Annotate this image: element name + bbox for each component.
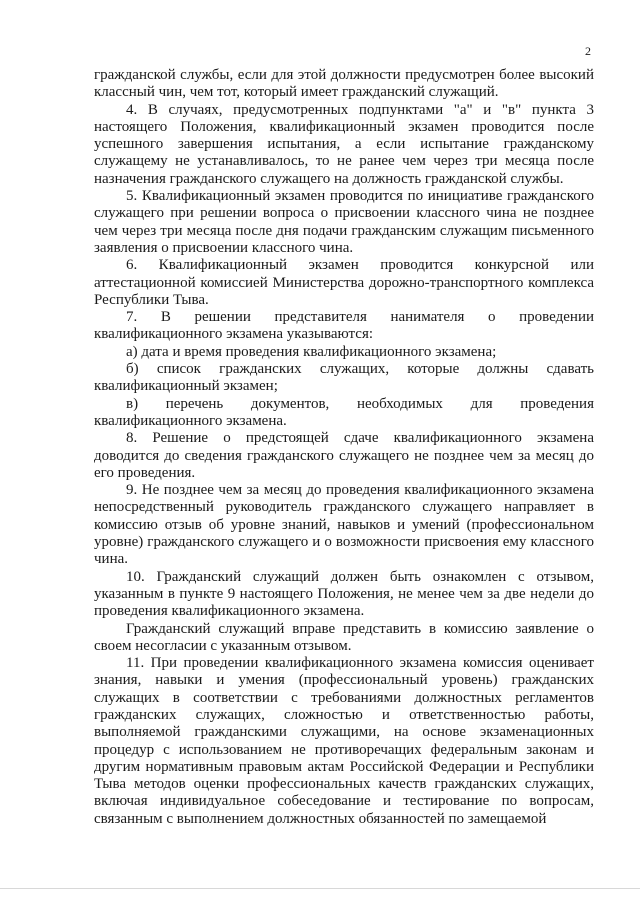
document-body xyxy=(94,67,594,828)
page-number: 2 xyxy=(585,44,591,58)
document-paragraph: 6. Квалификационный экзамен проводится конкурсной или аттестационной комиссией Министерства дорожно-транспортного комплекса Республики Тыва. xyxy=(94,257,594,308)
document-paragraph: 4. В случаях, предусмотренных подпунктами "а" и "в" пункта 3 настоящего Положения, квалификационный экзамен проводится после успешного завершения испытания, а если испытание гражданскому служащему не устанавливалось, то не ранее чем через три месяца после назначения гражданского служащего на должность гражданской службы. xyxy=(94,101,594,187)
document-paragraph: б) список гражданских служащих, которые должны сдавать квалификационный экзамен; xyxy=(94,361,594,395)
document-paragraph: гражданской службы, если для этой должности предусмотрен более высокий классный чин, чем тот, который имеет гражданский служащий. xyxy=(94,67,594,101)
document-paragraph: 7. В решении представителя нанимателя о проведении квалификационного экзамена указываются: xyxy=(94,309,594,343)
scan-edge-line xyxy=(0,888,640,889)
document-paragraph: 11. При проведении квалификационного экзамена комиссия оценивает знания, навыки и умения (профессиональный уровень) гражданских служащих в соответствии с требованиями должностных регламентов гражданских служащих, сложностью и ответственностью работы, выполняемой гражданскими служащими, на основе экзаменационных процедур с использованием не противоречащих федеральным законам и другим нормативным правовым актам Российской Федерации и Республики Тыва методов оценки профессиональных качеств гражданских служащих, включая индивидуальное собеседование и тестирование по вопросам, связанным с выполнением должностных обязанностей по замещаемой xyxy=(94,655,594,827)
document-paragraph: Гражданский служащий вправе представить в комиссию заявление о своем несогласии с указанным отзывом. xyxy=(94,620,594,654)
document-paragraph: 8. Решение о предстоящей сдаче квалификационного экзамена доводится до сведения гражданского служащего не позднее чем за месяц до его проведения. xyxy=(94,430,594,481)
document-paragraph: 9. Не позднее чем за месяц до проведения квалификационного экзамена непосредственный руководитель гражданского служащего направляет в комиссию отзыв об уровне знаний, навыков и умений (профессиональном уровне) гражданского служащего и о возможности присвоения ему классного чина. xyxy=(94,482,594,568)
document-paragraph: 10. Гражданский служащий должен быть ознакомлен с отзывом, указанным в пункте 9 настоящего Положения, не менее чем за две недели до проведения квалификационного экзамена. xyxy=(94,568,594,620)
document-paragraph: а) дата и время проведения квалификационного экзамена; xyxy=(126,343,497,360)
document-paragraph: в) перечень документов, необходимых для проведения квалификационного экзамена. xyxy=(94,395,594,429)
document-paragraph: 5. Квалификационный экзамен проводится по инициативе гражданского служащего при решении вопроса о присвоении классного чина не позднее чем через три месяца после дня подачи гражданским служащим письменного заявления о присвоении классного чина. xyxy=(94,188,594,256)
